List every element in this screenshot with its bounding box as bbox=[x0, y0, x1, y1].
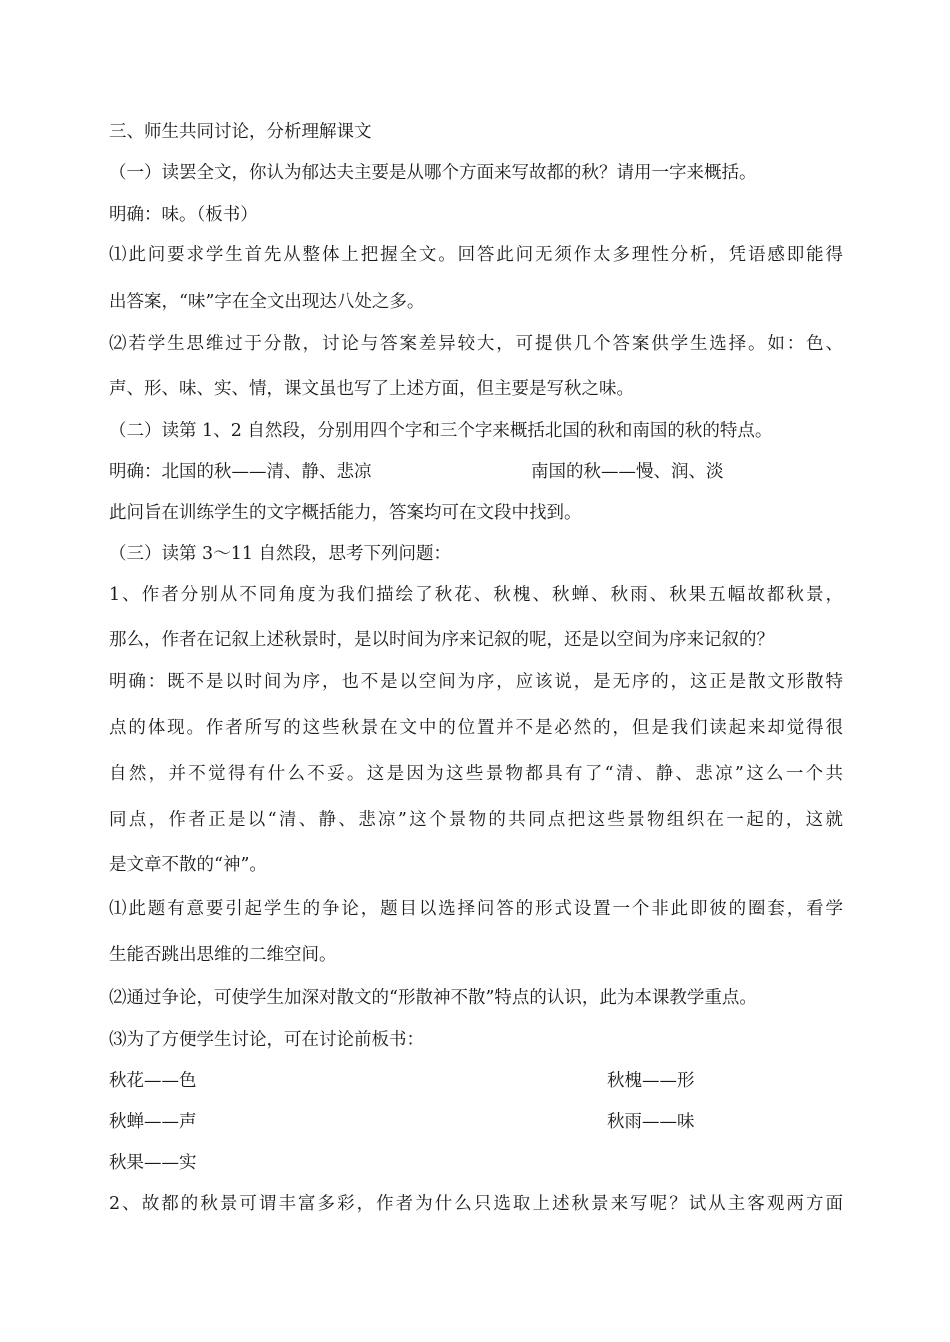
answer-2-north: 明确：北国的秋——清、静、悲凉 bbox=[109, 462, 372, 482]
item-1-line-2: 那么，作者在记叙上述秋景时，是以时间为序来记叙的呢，还是以空间为序来记叙的？ bbox=[109, 630, 774, 650]
note-1-1-line-1: ⑴此问要求学生首先从整体上把握全文。回答此问无须作太多理性分析，凭语感即能得 bbox=[109, 245, 843, 265]
board-flower: 秋花——色 bbox=[109, 1071, 197, 1091]
question-1: （一）读罢全文，你认为郁达夫主要是从哪个方面来写故都的秋？请用一字来概括。 bbox=[109, 163, 757, 183]
answer-3-line-2: 点的体现。作者所写的这些秋景在文中的位置并不是必然的，但是我们读起来却觉得很 bbox=[109, 718, 843, 738]
note-2: 此问旨在训练学生的文字概括能力，答案均可在文段中找到。 bbox=[109, 503, 582, 523]
note-3-3: ⑶为了方便学生讨论，可在讨论前板书： bbox=[109, 1030, 424, 1050]
section-heading: 三、师生共同讨论，分析理解课文 bbox=[109, 122, 372, 142]
board-fruit: 秋果——实 bbox=[109, 1153, 197, 1173]
note-3-1-line-2: 生能否跳出思维的二维空间。 bbox=[109, 945, 337, 965]
question-3: （三）读第 3～11 自然段，思考下列问题： bbox=[109, 544, 452, 564]
note-1-2-line-2: 声、形、味、实、情，课文虽也写了上述方面，但主要是写秋之味。 bbox=[109, 379, 634, 399]
item-1-line-1: 1、作者分别从不同角度为我们描绘了秋花、秋槐、秋蝉、秋雨、秋果五幅故都秋景， bbox=[109, 585, 843, 605]
question-2: （二）读第 1、2 自然段，分别用四个字和三个字来概括北国的秋和南国的秋的特点。 bbox=[109, 421, 773, 441]
answer-3-line-4: 同点，作者正是以“清、静、悲凉”这个景物的共同点把这些景物组织在一起的，这就 bbox=[109, 810, 843, 830]
board-locust: 秋槐——形 bbox=[607, 1071, 695, 1091]
note-1-2-line-1: ⑵若学生思维过于分散，讨论与答案差异较大，可提供几个答案供学生选择。如：色、 bbox=[109, 334, 843, 354]
answer-3-line-1: 明确：既不是以时间为序，也不是以空间为序，应该说，是无序的，这正是散文形散特 bbox=[109, 672, 843, 692]
note-3-1-line-1: ⑴此题有意要引起学生的争论，题目以选择问答的形式设置一个非此即彼的圈套，看学 bbox=[109, 899, 843, 919]
board-rain: 秋雨——味 bbox=[607, 1112, 695, 1132]
item-2-line-1: 2、故都的秋景可谓丰富多彩，作者为什么只选取上述秋景来写呢？试从主客观两方面 bbox=[109, 1194, 843, 1214]
note-1-1-line-2: 出答案，“味”字在全文出现达八处之多。 bbox=[109, 292, 425, 312]
answer-1: 明确：味。（板书） bbox=[109, 205, 258, 225]
answer-2-south: 南国的秋——慢、润、淡 bbox=[531, 462, 724, 482]
answer-3-line-5: 是文章不散的“神”。 bbox=[109, 855, 267, 875]
board-cicada: 秋蝉——声 bbox=[109, 1112, 197, 1132]
answer-3-line-3: 自然，并不觉得有什么不妥。这是因为这些景物都具有了“清、静、悲凉”这么一个共 bbox=[109, 764, 843, 784]
note-3-2: ⑵通过争论，可使学生加深对散文的“形散神不散”特点的认识，此为本课教学重点。 bbox=[109, 988, 757, 1008]
